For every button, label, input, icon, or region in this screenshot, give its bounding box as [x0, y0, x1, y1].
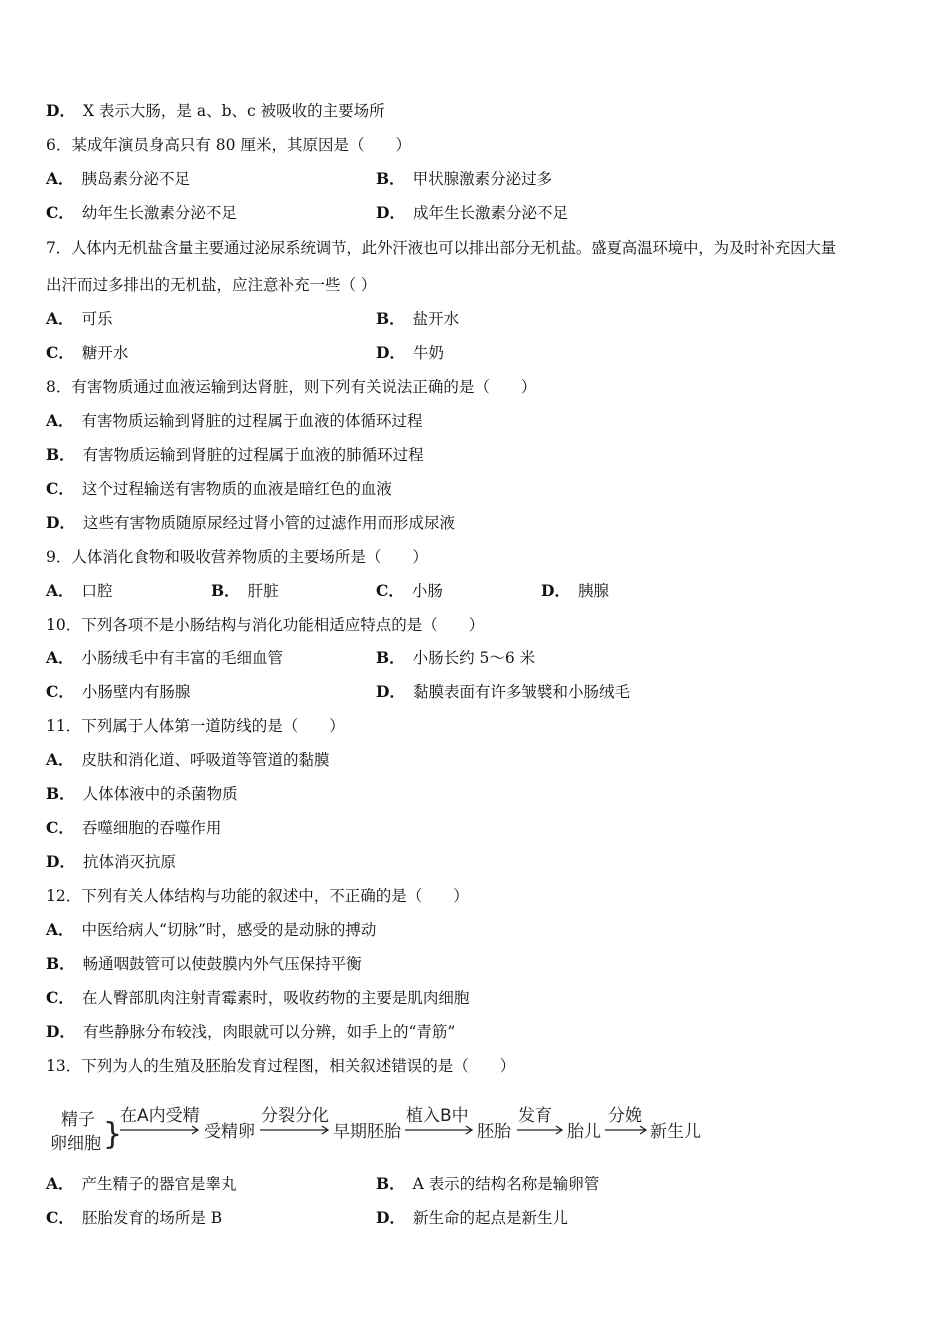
option-label: D．: [46, 101, 75, 120]
option-label: C．: [46, 203, 74, 222]
q8-option-c: [46, 479, 392, 499]
option-label: C．: [46, 479, 74, 498]
option-text: 有害物质运输到肾脏的过程属于血液的体循环过程: [81, 412, 423, 430]
option-text: 幼年生长激素分泌不足: [81, 204, 237, 222]
option-text: 产生精子的器官是睾丸: [81, 1175, 237, 1193]
node-fetus: 胎儿: [567, 1122, 601, 1142]
q7-option-c: [46, 343, 128, 363]
option-label: C．: [46, 988, 74, 1007]
q7-option-b: [376, 309, 459, 329]
q8-stem: 8．有害物质通过血液运输到达肾脏，则下列有关说法正确的是（ ）: [46, 378, 537, 396]
q7-stem-line2: 出汗而过多排出的无机盐，应注意补充一些（ ）: [46, 276, 377, 294]
node-newborn: 新生儿: [650, 1122, 701, 1142]
option-text: 小肠: [411, 582, 443, 600]
q13-option-c: [46, 1208, 222, 1228]
option-text: A 表示的结构名称是输卵管: [412, 1175, 600, 1193]
option-label: D．: [376, 343, 405, 362]
option-text: 胰腺: [577, 582, 609, 600]
q12-option-d: [46, 1022, 455, 1042]
arrow3-label: 植入B中: [406, 1106, 469, 1126]
option-text: 小肠绒毛中有丰富的毛细血管: [81, 649, 284, 667]
option-label: D．: [46, 852, 75, 871]
reproduction-process-diagram: [48, 1100, 748, 1160]
option-label: D．: [541, 581, 570, 600]
option-text: 甲状腺激素分泌过多: [412, 170, 553, 188]
option-label: A．: [46, 648, 74, 667]
q10-option-c: [46, 682, 190, 702]
option-text: 新生命的起点是新生儿: [412, 1209, 568, 1227]
option-text: 畅通咽鼓管可以使鼓膜内外气压保持平衡: [82, 955, 362, 973]
option-label: A．: [46, 581, 74, 600]
q6-option-b: [376, 169, 552, 189]
q12-option-a: [46, 920, 376, 940]
arrow1: [120, 1126, 198, 1134]
q7-stem-line1: 7．人体内无机盐含量主要通过泌尿系统调节，此外汗液也可以排出部分无机盐。盛夏高温环境中，为及时补充因大量: [46, 239, 836, 257]
q7-option-a: [46, 309, 113, 329]
option-label: B．: [376, 1174, 405, 1193]
option-label: D．: [376, 1208, 405, 1227]
q13-option-a: [46, 1174, 237, 1194]
option-label: B．: [376, 309, 405, 328]
q5-option-d: [46, 101, 385, 121]
option-text: 胚胎发育的场所是 B: [81, 1209, 223, 1227]
option-label: B．: [376, 648, 405, 667]
option-text: 吞噬细胞的吞噬作用: [81, 819, 222, 837]
option-label: A．: [46, 920, 74, 939]
arrow5: [605, 1126, 646, 1134]
q8-option-b: [46, 445, 424, 465]
q8-option-a: [46, 411, 423, 431]
q8-option-d: [46, 513, 455, 533]
option-text: 成年生长激素分泌不足: [412, 204, 568, 222]
egg-label: 卵细胞: [50, 1134, 101, 1154]
option-label: A．: [46, 1174, 74, 1193]
option-text: 皮肤和消化道、呼吸道等管道的黏膜: [81, 751, 330, 769]
node-embryo: 胚胎: [477, 1122, 511, 1142]
option-label: B．: [211, 581, 240, 600]
q6-stem: 6．某成年演员身高只有 80 厘米，其原因是（ ）: [46, 136, 411, 154]
arrow2-label: 分裂分化: [261, 1106, 329, 1126]
node-early-embryo: 早期胚胎: [333, 1122, 401, 1142]
node-fertilized-egg: 受精卵: [204, 1122, 255, 1142]
option-label: B．: [46, 954, 75, 973]
option-label: C．: [46, 1208, 74, 1227]
q6-option-a: [46, 169, 190, 189]
option-text: 人体体液中的杀菌物质: [82, 785, 238, 803]
arrow4: [517, 1126, 562, 1134]
option-label: C．: [46, 818, 74, 837]
option-label: D．: [46, 1022, 75, 1041]
option-text: 在人臀部肌肉注射青霉素时，吸收药物的主要是肌肉细胞: [81, 989, 470, 1007]
option-label: B．: [46, 784, 75, 803]
option-text: 可乐: [81, 310, 113, 328]
arrow4-label: 发育: [518, 1106, 552, 1126]
sperm-label: 精子: [61, 1110, 95, 1130]
option-label: D．: [46, 513, 75, 532]
q11-option-d: [46, 852, 176, 872]
option-text: 肝脏: [247, 582, 279, 600]
option-label: A．: [46, 309, 74, 328]
option-text: 这些有害物质随原尿经过肾小管的过滤作用而形成尿液: [82, 514, 455, 532]
option-text: 黏膜表面有许多皱襞和小肠绒毛: [412, 683, 630, 701]
option-label: C．: [376, 581, 404, 600]
q9-stem: 9．人体消化食物和吸收营养物质的主要场所是（ ）: [46, 548, 428, 566]
option-text: 这个过程输送有害物质的血液是暗红色的血液: [81, 480, 392, 498]
option-text: 抗体消灭抗原: [82, 853, 176, 871]
option-label: C．: [46, 682, 74, 701]
q9-option-b: [211, 581, 279, 601]
option-text: X 表示大肠，是 a、b、c 被吸收的主要场所: [82, 102, 385, 120]
option-text: 有害物质运输到肾脏的过程属于血液的肺循环过程: [82, 446, 424, 464]
option-label: A．: [46, 169, 74, 188]
option-label: A．: [46, 411, 74, 430]
option-text: 中医给病人“切脉”时，感受的是动脉的搏动: [81, 921, 377, 939]
q11-option-b: [46, 784, 238, 804]
option-label: C．: [46, 343, 74, 362]
arrow3: [405, 1126, 472, 1134]
q13-option-d: [376, 1208, 568, 1228]
arrow1-label: 在A内受精: [120, 1106, 200, 1126]
option-text: 小肠壁内有肠腺: [81, 683, 191, 701]
q10-option-d: [376, 682, 630, 702]
option-label: D．: [376, 203, 405, 222]
q9-option-c: [376, 581, 443, 601]
q12-option-c: [46, 988, 469, 1008]
q12-option-b: [46, 954, 362, 974]
option-text: 牛奶: [412, 344, 444, 362]
option-label: B．: [46, 445, 75, 464]
option-text: 有些静脉分布较浅，肉眼就可以分辨，如手上的“青筋”: [82, 1023, 456, 1041]
q13-stem: 13．下列为人的生殖及胚胎发育过程图，相关叙述错误的是（ ）: [46, 1057, 516, 1075]
q13-option-b: [376, 1174, 599, 1194]
q6-option-d: [376, 203, 568, 223]
q7-option-d: [376, 343, 444, 363]
q11-option-a: [46, 750, 330, 770]
q9-option-d: [541, 581, 609, 601]
option-label: A．: [46, 750, 74, 769]
q10-option-a: [46, 648, 283, 668]
q10-stem: 10．下列各项不是小肠结构与消化功能相适应特点的是（ ）: [46, 616, 485, 634]
arrow5-label: 分娩: [608, 1106, 642, 1126]
q6-option-c: [46, 203, 237, 223]
q9-option-a: [46, 581, 113, 601]
arrow2: [260, 1126, 328, 1134]
q10-option-b: [376, 648, 535, 668]
q11-stem: 11．下列属于人体第一道防线的是（ ）: [46, 717, 345, 735]
brace-symbol: }: [103, 1117, 123, 1152]
q11-option-c: [46, 818, 221, 838]
option-label: D．: [376, 682, 405, 701]
option-text: 盐开水: [412, 310, 460, 328]
q12-stem: 12．下列有关人体结构与功能的叙述中，不正确的是（ ）: [46, 887, 469, 905]
option-text: 胰岛素分泌不足: [81, 170, 191, 188]
option-label: B．: [376, 169, 405, 188]
option-text: 小肠长约 5～6 米: [412, 649, 536, 667]
option-text: 糖开水: [81, 344, 129, 362]
option-text: 口腔: [81, 582, 113, 600]
